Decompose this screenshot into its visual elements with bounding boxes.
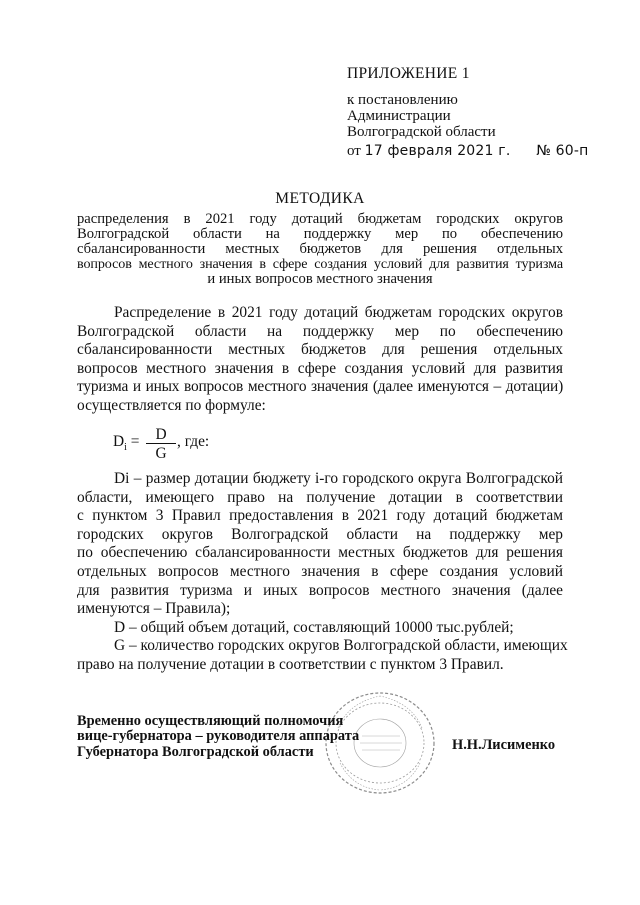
paragraph-line: Di – размер дотации бюджету i-го городского округа Волгоградской	[114, 470, 563, 487]
paragraph-line: право на получение дотации в соответствии с пунктом 3 Правил.	[77, 655, 504, 673]
date-prefix: от	[347, 143, 361, 159]
paragraph-line: осуществляется по формуле:	[77, 396, 266, 414]
subtitle-line: распределения в 2021 году дотаций бюджетам городских округов	[77, 211, 563, 227]
appendix-title: ПРИЛОЖЕНИЕ 1	[347, 65, 470, 82]
subtitle-line: Волгоградской области на поддержку мер по обеспечению	[77, 226, 563, 242]
paragraph-intro	[77, 304, 563, 416]
signatory-line: вице-губернатора – руководителя аппарата	[77, 728, 360, 745]
formula-lhs: $D_i$ =	[113, 433, 140, 454]
paragraph-line: по обеспечению сбалансированности местных бюджетов для решения	[77, 544, 563, 562]
decree-date: 17 февраля 2021 г.	[364, 143, 511, 159]
reference-line: Волгоградской области	[347, 124, 496, 140]
paragraph-line: области, имеющего право на получение дотации в соответствии	[77, 488, 563, 506]
paragraph-line: городских округов Волгоградской области на поддержку мер	[77, 525, 563, 543]
paragraph-line: вопросов местного значения в сфере создания условий для развития	[77, 359, 563, 377]
document-subtitle	[77, 212, 563, 287]
formula-numerator: D	[155, 426, 167, 443]
formula-fraction	[146, 427, 176, 461]
paragraph-line: именуются – Правила);	[77, 600, 231, 618]
paragraph-line: Волгоградской области на поддержку мер по обеспечению	[77, 322, 563, 340]
reference-line: к постановлению	[347, 92, 458, 108]
signatory-name: Н.Н.Лисименко	[452, 737, 556, 753]
subtitle-line: сбалансированности местных бюджетов для решения отдельных	[77, 241, 563, 257]
reference-line: Администрации	[347, 108, 451, 124]
paragraph-line: сбалансированности местных бюджетов для решения отдельных	[77, 341, 563, 359]
formula-suffix: , где:	[177, 433, 210, 450]
subtitle-line: вопросов местного значения в сфере создания условий для развития туризма	[77, 256, 563, 272]
paragraph-definitions	[77, 470, 568, 675]
appendix-reference	[347, 92, 496, 140]
decree-date-line	[347, 143, 588, 160]
signatory-position	[77, 714, 359, 760]
paragraph-line: G – количество городских округов Волгоградской области, имеющих	[114, 637, 568, 655]
signatory-line: Губернатора Волгоградской области	[77, 743, 314, 760]
subtitle-line: и иных вопросов местного значения	[207, 271, 433, 287]
paragraph-line: Распределение в 2021 году дотаций бюджетам городских округов	[114, 304, 563, 321]
decree-number: № 60-п	[536, 143, 589, 159]
document-title: МЕТОДИКА	[275, 190, 365, 207]
paragraph-line: туризма и иных вопросов местного значения (далее именуются – дотации)	[77, 378, 563, 396]
paragraph-line: D – общий объем дотаций, составляющий 10000 тыс.рублей;	[114, 618, 514, 636]
paragraph-line: с пунктом 3 Правил предоставления в 2021 году дотаций бюджетам	[77, 507, 563, 525]
paragraph-line: для развития туризма и иных вопросов местного значения (далее	[77, 581, 563, 599]
paragraph-line: отдельных вопросов местного значения в сфере создания условий	[77, 562, 563, 580]
signatory-line: Временно осуществляющий полномочия	[77, 713, 344, 729]
fraction-bar	[146, 443, 176, 444]
formula-denominator: G	[155, 445, 167, 462]
